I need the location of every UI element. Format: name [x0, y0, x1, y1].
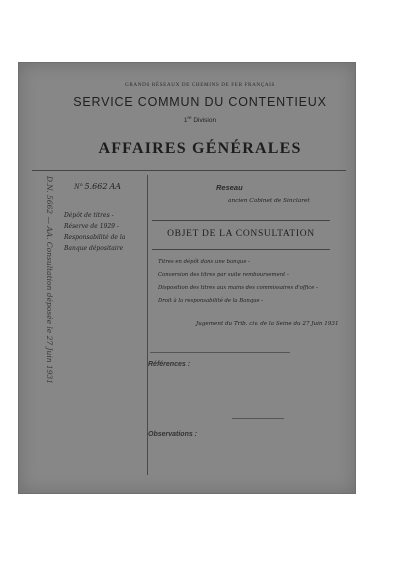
observations-label: Observations :	[148, 431, 198, 438]
subject-note-line: Réserve de 1929 -	[64, 223, 119, 230]
side-annotation-text: D.N. 5662 — AA. Consultation déposée le 27 Juin 1931	[45, 176, 54, 385]
division-text: Division	[193, 117, 217, 125]
consultation-line: Droit à la responsabilité de la Banque -	[158, 298, 264, 304]
side-annotation	[42, 176, 56, 476]
file-number-suffix: AA	[109, 182, 122, 191]
subject-note	[64, 210, 144, 254]
objet-header	[152, 220, 330, 250]
consultation-line: Disposition des titres aux mains des commissaires d'office -	[158, 285, 318, 291]
file-number-value: 5.662	[84, 182, 108, 191]
section-title: AFFAIRES GÉNÉRALES	[98, 140, 302, 157]
references-bottom-rule	[232, 418, 284, 419]
objet-title: OBJET DE LA CONSULTATION	[167, 229, 315, 239]
reseau-value: ancien Cabinet de Sinclaret	[228, 198, 310, 204]
consultation-line: Titres en dépôt dans une banque -	[158, 259, 250, 265]
consultation-body	[158, 256, 348, 308]
division-number: 1	[183, 117, 188, 125]
subject-note-line: Dépôt de titres -	[64, 212, 114, 219]
division-label	[0, 115, 400, 124]
references-label: Références :	[148, 361, 191, 368]
subject-note-line: Responsabilité de la	[64, 234, 126, 241]
judgment-reference: Jugement du Trib. civ. de la Seine du 27 Juin 1931	[196, 321, 339, 327]
column-divider	[147, 175, 148, 475]
division-superscript: re	[187, 115, 192, 120]
references-top-rule	[150, 352, 290, 353]
consultation-line: Conversion des titres par suite remboursement -	[158, 272, 289, 278]
service-title: SERVICE COMMUN DU CONTENTIEUX	[73, 95, 327, 109]
reseau-label: Reseau	[216, 183, 243, 192]
file-number	[74, 182, 121, 191]
subject-note-line: Banque dépositaire	[64, 245, 124, 252]
file-number-label: N°	[74, 182, 83, 191]
header-divider	[32, 170, 346, 171]
organization-heading: GRANDS RÉSEAUX DE CHEMINS DE FER FRANÇAIS	[125, 82, 275, 88]
